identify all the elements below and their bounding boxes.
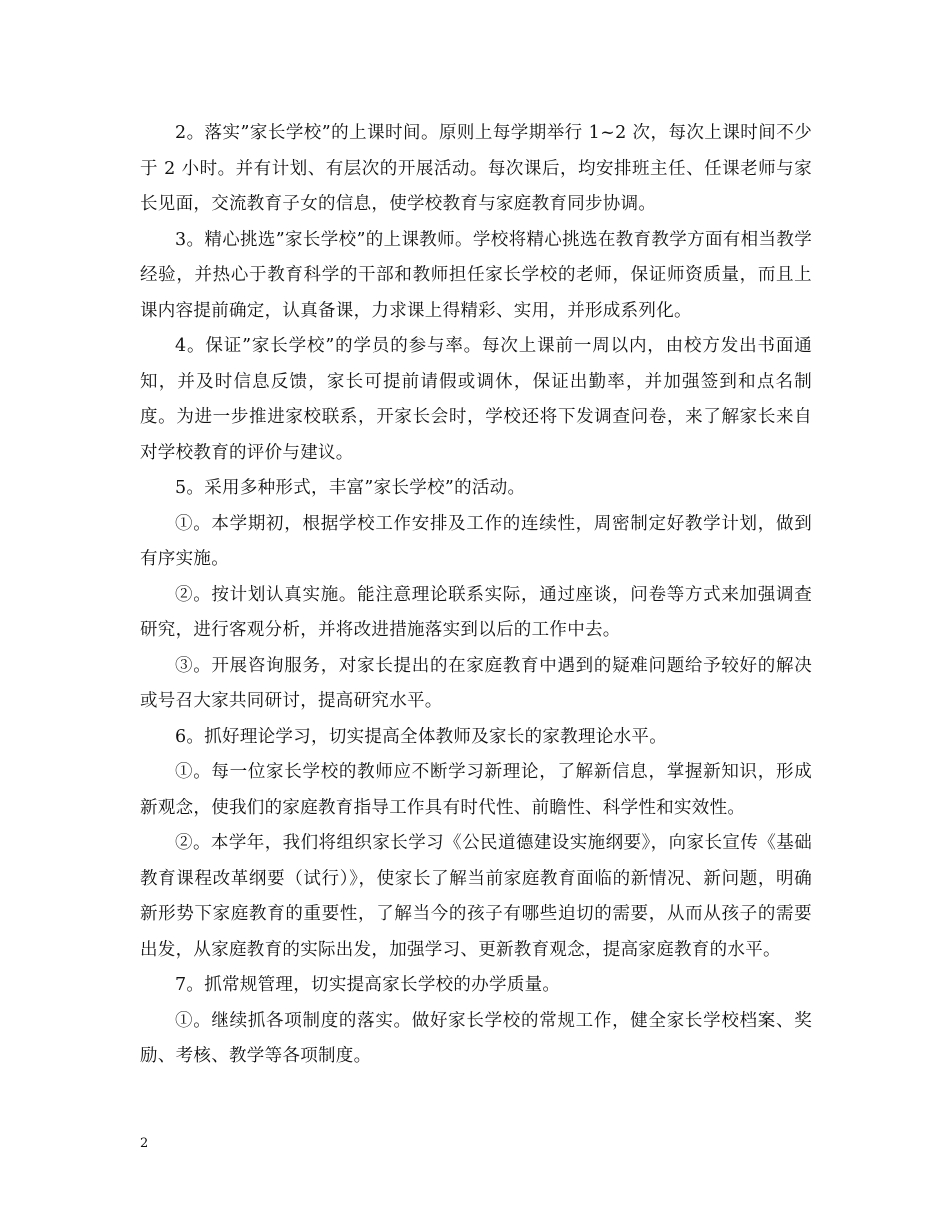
- paragraph-item-7-sub-1: ①。继续抓各项制度的落实。做好家长学校的常规工作，健全家长学校档案、奖励、考核、教学等各项制度。: [140, 1010, 812, 1066]
- paragraph-item-3-teachers: 3。精心挑选”家长学校”的上课教师。学校将精心挑选在教育教学方面有相当教学经验，并热心于教育科学的干部和教师担任家长学校的老师，保证师资质量，而且上课内容提前确定，认真备课，力求课上得精彩、实用，并形成系列化。: [140, 229, 812, 321]
- paragraph-item-5-sub-3: ③。开展咨询服务，对家长提出的在家庭教育中遇到的疑难问题给予较好的解决或号召大家共同研讨，提高研究水平。: [140, 655, 812, 711]
- paragraph-item-2-schedule: 2。落实”家长学校”的上课时间。原则上每学期举行 1~2 次，每次上课时间不少于 2 小时。并有计划、有层次的开展活动。每次课后，均安排班主任、任课老师与家长见面，交流教育子女的信息，使学校教育与家庭教育同步协调。: [140, 123, 812, 214]
- paragraph-item-5-heading: 5。采用多种形式，丰富”家长学校”的活动。: [175, 478, 526, 498]
- paragraph-item-5-sub-2: ②。按计划认真实施。能注意理论联系实际，通过座谈，问卷等方式来加强调查研究，进行客观分析，并将改进措施落实到以后的工作中去。: [140, 584, 812, 640]
- paragraph-item-5-sub-1: ①。本学期初，根据学校工作安排及工作的连续性，周密制定好教学计划，做到有序实施。: [140, 513, 812, 569]
- document-body: [140, 116, 812, 1075]
- paragraph-item-6-sub-2: ②。本学年，我们将组织家长学习《公民道德建设实施纲要》，向家长宣传《基础教育课程改革纲要（试行）》，使家长了解当前家庭教育面临的新情况、新问题，明确新形势下家庭教育的重要性，了解当今的孩子有哪些迫切的需要，从而从孩子的需要出发，从家庭教育的实际出发，加强学习、更新教育观念，提高家庭教育的水平。: [140, 833, 812, 960]
- paragraph-item-4-participation: 4。保证”家长学校”的学员的参与率。每次上课前一周以内，由校方发出书面通知，并及时信息反馈，家长可提前请假或调休，保证出勤率，并加强签到和点名制度。为进一步推进家校联系，开家长会时，学校还将下发调查问卷，来了解家长来自对学校教育的评价与建议。: [140, 336, 812, 463]
- paragraph-item-7-heading: 7。抓常规管理，切实提高家长学校的办学质量。: [175, 975, 561, 995]
- paragraph-item-6-sub-1: ①。每一位家长学校的教师应不断学习新理论，了解新信息，掌握新知识，形成新观念，使我们的家庭教育指导工作具有时代性、前瞻性、科学性和实效性。: [140, 762, 812, 818]
- paragraph-item-6-heading: 6。抓好理论学习，切实提高全体教师及家长的家教理论水平。: [175, 726, 668, 747]
- page-number: 2: [140, 1136, 149, 1151]
